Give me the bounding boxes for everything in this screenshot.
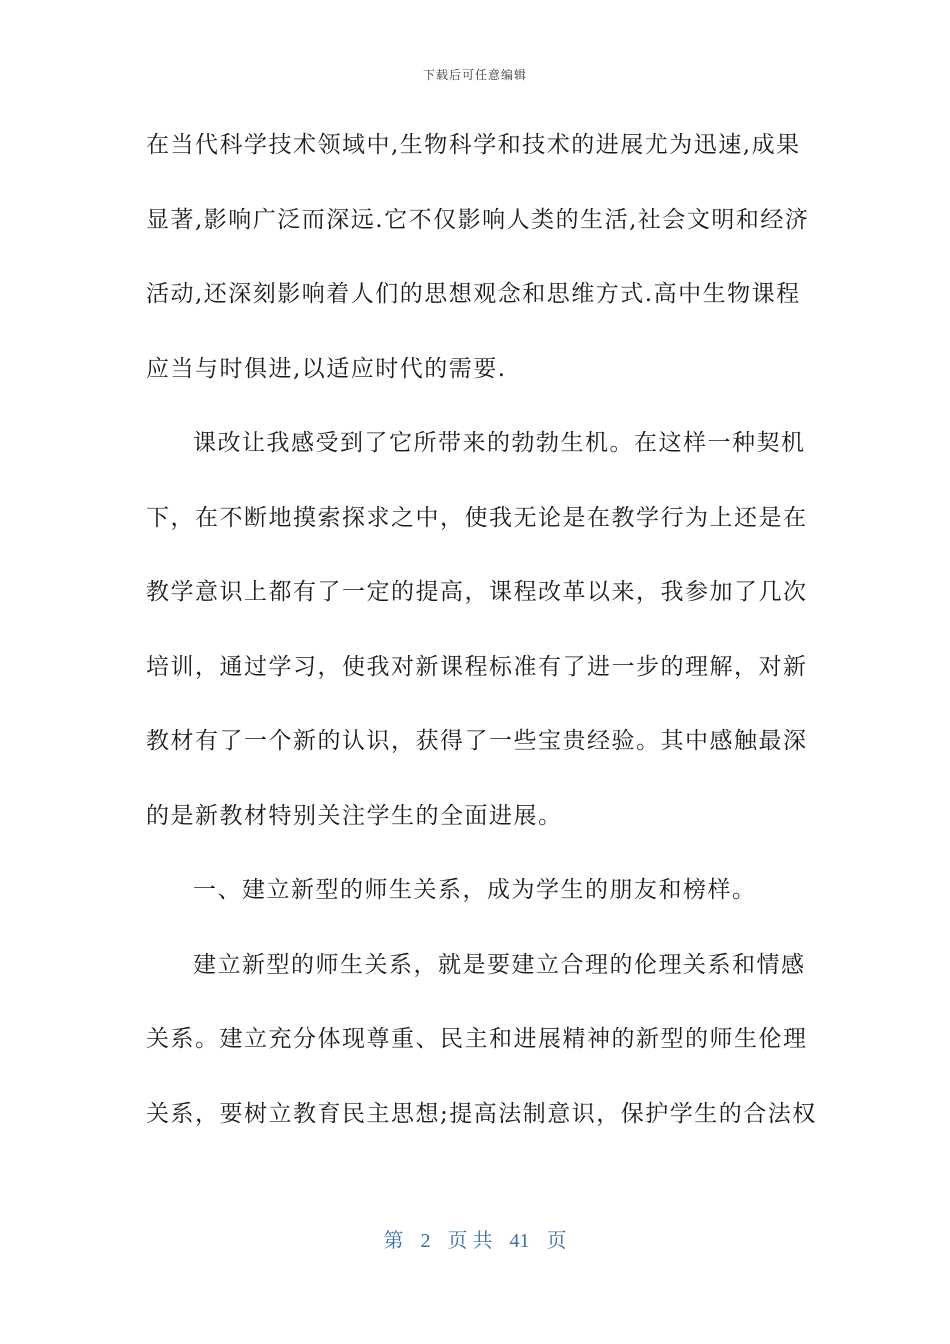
text-line: 课改让我感受到了它所带来的勃勃生机。在这样一种契机	[193, 430, 806, 456]
page-footer	[0, 1224, 950, 1253]
footer-page-number: 2	[420, 1230, 431, 1252]
footer-prefix: 第	[383, 1230, 404, 1252]
text-line: 培训，通过学习，使我对新课程标准有了进一步的理解，对新	[146, 653, 808, 680]
text-line: 应当与时俱进,以适应时代的需要.	[146, 355, 507, 382]
text-line: 关系，要树立教育民主思想;提高法制意识，保护学生的合法权	[146, 1100, 817, 1127]
text-line: 教材有了一个新的认识，获得了一些宝贵经验。其中感触最深	[146, 728, 808, 754]
text-line: 在当代科学技术领域中,生物科学和技术的进展尤为迅速,成果	[146, 132, 801, 158]
footer-suffix: 页	[546, 1230, 567, 1252]
text-line: 关系。建立充分体现尊重、民主和进展精神的新型的师生伦理	[146, 1026, 808, 1052]
text-line: 活动,还深刻影响着人们的思想观念和思维方式.高中生物课程	[146, 281, 801, 307]
text-line: 建立新型的师生关系，就是要建立合理的伦理关系和情感	[193, 951, 806, 978]
header-note: 下载后可任意编辑	[422, 68, 527, 82]
footer-middle: 页 共	[447, 1230, 493, 1252]
text-line: 的是新教材特别关注学生的全面进展。	[146, 802, 563, 829]
section-heading: 一、建立新型的师生关系，成为学生的朋友和榜样。	[193, 877, 757, 903]
text-line: 下，在不断地摸索探求之中，使我无论是在教学行为上还是在	[146, 504, 808, 531]
footer-total-pages: 41	[509, 1230, 530, 1252]
text-line: 教学意识上都有了一定的提高，课程改革以来，我参加了几次	[146, 579, 808, 605]
document-body	[146, 120, 816, 1163]
text-line: 显著,影响广泛而深远.它不仅影响人类的生活,社会文明和经济	[146, 206, 810, 233]
